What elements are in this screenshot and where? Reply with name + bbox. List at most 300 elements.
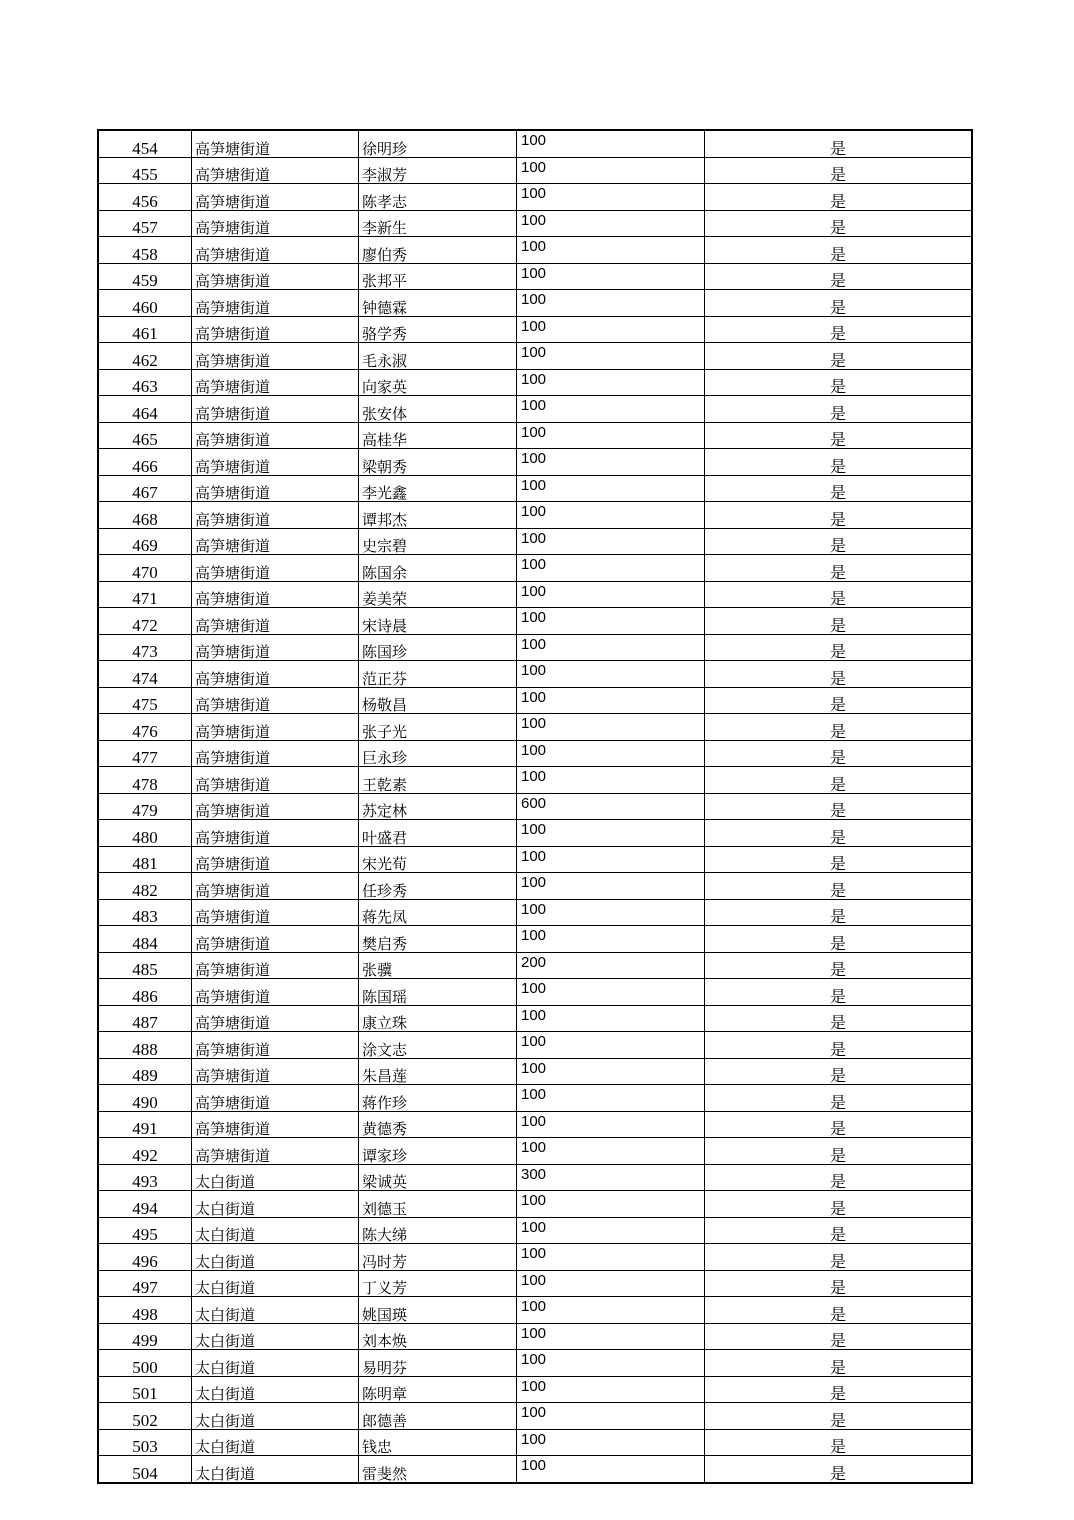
street-cell: 高笋塘街道 (192, 237, 359, 264)
name-cell: 易明芬 (359, 1350, 517, 1377)
status-cell: 是 (705, 1138, 973, 1165)
table-row (98, 1058, 972, 1085)
table-row (98, 184, 972, 211)
street-cell: 太白街道 (192, 1297, 359, 1324)
street-cell: 高笋塘街道 (192, 1032, 359, 1059)
status-cell: 是 (705, 528, 973, 555)
table-row (98, 1191, 972, 1218)
amount-cell: 100 (517, 1217, 705, 1244)
status-cell: 是 (705, 157, 973, 184)
street-cell: 高笋塘街道 (192, 475, 359, 502)
amount-cell: 100 (517, 608, 705, 635)
street-cell: 高笋塘街道 (192, 528, 359, 555)
index-cell: 475 (98, 687, 192, 714)
name-cell: 钱忠 (359, 1429, 517, 1456)
name-cell: 朱昌莲 (359, 1058, 517, 1085)
index-cell: 458 (98, 237, 192, 264)
status-cell: 是 (705, 873, 973, 900)
street-cell: 高笋塘街道 (192, 422, 359, 449)
status-cell: 是 (705, 793, 973, 820)
index-cell: 468 (98, 502, 192, 529)
amount-cell: 100 (517, 237, 705, 264)
name-cell: 郎德善 (359, 1403, 517, 1430)
amount-cell: 100 (517, 634, 705, 661)
index-cell: 481 (98, 846, 192, 873)
amount-cell: 100 (517, 1085, 705, 1112)
status-cell: 是 (705, 687, 973, 714)
status-cell: 是 (705, 1191, 973, 1218)
name-cell: 范正芬 (359, 661, 517, 688)
status-cell: 是 (705, 1217, 973, 1244)
status-cell: 是 (705, 899, 973, 926)
status-cell: 是 (705, 1323, 973, 1350)
status-cell: 是 (705, 449, 973, 476)
table-row (98, 555, 972, 582)
street-cell: 高笋塘街道 (192, 926, 359, 953)
table-row (98, 979, 972, 1006)
table-row (98, 687, 972, 714)
index-cell: 504 (98, 1456, 192, 1483)
street-cell: 太白街道 (192, 1244, 359, 1271)
table-row (98, 369, 972, 396)
name-cell: 涂文志 (359, 1032, 517, 1059)
name-cell: 陈国珍 (359, 634, 517, 661)
name-cell: 陈明章 (359, 1376, 517, 1403)
street-cell: 高笋塘街道 (192, 846, 359, 873)
index-cell: 485 (98, 952, 192, 979)
table-body (98, 130, 972, 1483)
table-row (98, 316, 972, 343)
index-cell: 483 (98, 899, 192, 926)
table-row (98, 1350, 972, 1377)
name-cell: 李新生 (359, 210, 517, 237)
table-row (98, 740, 972, 767)
table-row (98, 502, 972, 529)
street-cell: 高笋塘街道 (192, 396, 359, 423)
table-row (98, 1005, 972, 1032)
amount-cell: 100 (517, 369, 705, 396)
name-cell: 谭邦杰 (359, 502, 517, 529)
table-row (98, 1376, 972, 1403)
street-cell: 高笋塘街道 (192, 555, 359, 582)
amount-cell: 100 (517, 1323, 705, 1350)
name-cell: 黄德秀 (359, 1111, 517, 1138)
table-row (98, 820, 972, 847)
amount-cell: 200 (517, 952, 705, 979)
amount-cell: 100 (517, 926, 705, 953)
index-cell: 479 (98, 793, 192, 820)
status-cell: 是 (705, 1005, 973, 1032)
table-row (98, 1244, 972, 1271)
status-cell: 是 (705, 316, 973, 343)
table-row (98, 290, 972, 317)
amount-cell: 100 (517, 1032, 705, 1059)
street-cell: 太白街道 (192, 1191, 359, 1218)
amount-cell: 100 (517, 1350, 705, 1377)
index-cell: 487 (98, 1005, 192, 1032)
amount-cell: 100 (517, 422, 705, 449)
street-cell: 高笋塘街道 (192, 979, 359, 1006)
table-row (98, 263, 972, 290)
status-cell: 是 (705, 130, 973, 157)
index-cell: 459 (98, 263, 192, 290)
name-cell: 张安体 (359, 396, 517, 423)
name-cell: 刘本焕 (359, 1323, 517, 1350)
name-cell: 樊启秀 (359, 926, 517, 953)
amount-cell: 100 (517, 528, 705, 555)
street-cell: 太白街道 (192, 1429, 359, 1456)
index-cell: 480 (98, 820, 192, 847)
table-row (98, 1297, 972, 1324)
status-cell: 是 (705, 661, 973, 688)
street-cell: 高笋塘街道 (192, 130, 359, 157)
amount-cell: 100 (517, 475, 705, 502)
name-cell: 陈孝志 (359, 184, 517, 211)
index-cell: 461 (98, 316, 192, 343)
index-cell: 472 (98, 608, 192, 635)
amount-cell: 100 (517, 343, 705, 370)
street-cell: 高笋塘街道 (192, 502, 359, 529)
status-cell: 是 (705, 237, 973, 264)
status-cell: 是 (705, 555, 973, 582)
amount-cell: 100 (517, 1244, 705, 1271)
index-cell: 477 (98, 740, 192, 767)
table-row (98, 210, 972, 237)
status-cell: 是 (705, 740, 973, 767)
table-row (98, 846, 972, 873)
street-cell: 高笋塘街道 (192, 714, 359, 741)
name-cell: 谭家珍 (359, 1138, 517, 1165)
name-cell: 陈国瑶 (359, 979, 517, 1006)
name-cell: 张骥 (359, 952, 517, 979)
amount-cell: 100 (517, 1270, 705, 1297)
table-row (98, 899, 972, 926)
index-cell: 464 (98, 396, 192, 423)
table-row (98, 634, 972, 661)
status-cell: 是 (705, 634, 973, 661)
amount-cell: 100 (517, 130, 705, 157)
status-cell: 是 (705, 475, 973, 502)
status-cell: 是 (705, 1456, 973, 1483)
name-cell: 陈大绨 (359, 1217, 517, 1244)
index-cell: 494 (98, 1191, 192, 1218)
amount-cell: 100 (517, 396, 705, 423)
street-cell: 高笋塘街道 (192, 687, 359, 714)
index-cell: 471 (98, 581, 192, 608)
name-cell: 高桂华 (359, 422, 517, 449)
status-cell: 是 (705, 767, 973, 794)
status-cell: 是 (705, 1376, 973, 1403)
index-cell: 489 (98, 1058, 192, 1085)
status-cell: 是 (705, 210, 973, 237)
status-cell: 是 (705, 1058, 973, 1085)
table-row (98, 528, 972, 555)
name-cell: 宋光荀 (359, 846, 517, 873)
amount-cell: 100 (517, 1376, 705, 1403)
index-cell: 482 (98, 873, 192, 900)
name-cell: 李淑芳 (359, 157, 517, 184)
index-cell: 470 (98, 555, 192, 582)
table-row (98, 1456, 972, 1483)
street-cell: 太白街道 (192, 1350, 359, 1377)
status-cell: 是 (705, 502, 973, 529)
amount-cell: 100 (517, 210, 705, 237)
street-cell: 高笋塘街道 (192, 290, 359, 317)
street-cell: 高笋塘街道 (192, 1085, 359, 1112)
amount-cell: 100 (517, 820, 705, 847)
table-row (98, 873, 972, 900)
status-cell: 是 (705, 1164, 973, 1191)
status-cell: 是 (705, 979, 973, 1006)
name-cell: 宋诗晨 (359, 608, 517, 635)
table-row (98, 1323, 972, 1350)
name-cell: 张子光 (359, 714, 517, 741)
index-cell: 500 (98, 1350, 192, 1377)
name-cell: 姜美荣 (359, 581, 517, 608)
index-cell: 498 (98, 1297, 192, 1324)
status-cell: 是 (705, 952, 973, 979)
index-cell: 486 (98, 979, 192, 1006)
amount-cell: 100 (517, 714, 705, 741)
name-cell: 梁诚英 (359, 1164, 517, 1191)
street-cell: 高笋塘街道 (192, 449, 359, 476)
amount-cell: 100 (517, 661, 705, 688)
index-cell: 492 (98, 1138, 192, 1165)
status-cell: 是 (705, 184, 973, 211)
street-cell: 高笋塘街道 (192, 661, 359, 688)
index-cell: 476 (98, 714, 192, 741)
street-cell: 高笋塘街道 (192, 263, 359, 290)
street-cell: 高笋塘街道 (192, 157, 359, 184)
index-cell: 478 (98, 767, 192, 794)
index-cell: 460 (98, 290, 192, 317)
name-cell: 姚国瑛 (359, 1297, 517, 1324)
name-cell: 李光鑫 (359, 475, 517, 502)
table-row (98, 1270, 972, 1297)
status-cell: 是 (705, 1111, 973, 1138)
name-cell: 冯时芳 (359, 1244, 517, 1271)
amount-cell: 100 (517, 687, 705, 714)
status-cell: 是 (705, 1429, 973, 1456)
table-row (98, 475, 972, 502)
status-cell: 是 (705, 1297, 973, 1324)
table-row (98, 608, 972, 635)
amount-cell: 100 (517, 873, 705, 900)
status-cell: 是 (705, 1350, 973, 1377)
amount-cell: 100 (517, 555, 705, 582)
street-cell: 高笋塘街道 (192, 1058, 359, 1085)
index-cell: 495 (98, 1217, 192, 1244)
status-cell: 是 (705, 1270, 973, 1297)
amount-cell: 300 (517, 1164, 705, 1191)
amount-cell: 100 (517, 184, 705, 211)
street-cell: 太白街道 (192, 1164, 359, 1191)
table-row (98, 793, 972, 820)
amount-cell: 600 (517, 793, 705, 820)
index-cell: 469 (98, 528, 192, 555)
index-cell: 455 (98, 157, 192, 184)
status-cell: 是 (705, 581, 973, 608)
table-row (98, 1138, 972, 1165)
index-cell: 465 (98, 422, 192, 449)
name-cell: 钟德霖 (359, 290, 517, 317)
amount-cell: 100 (517, 290, 705, 317)
name-cell: 雷斐然 (359, 1456, 517, 1483)
table-row (98, 1111, 972, 1138)
amount-cell: 100 (517, 449, 705, 476)
index-cell: 463 (98, 369, 192, 396)
index-cell: 457 (98, 210, 192, 237)
table-row (98, 1429, 972, 1456)
amount-cell: 100 (517, 1005, 705, 1032)
index-cell: 497 (98, 1270, 192, 1297)
index-cell: 466 (98, 449, 192, 476)
name-cell: 苏定林 (359, 793, 517, 820)
table-row (98, 1217, 972, 1244)
index-cell: 501 (98, 1376, 192, 1403)
table-row (98, 767, 972, 794)
index-cell: 490 (98, 1085, 192, 1112)
street-cell: 太白街道 (192, 1323, 359, 1350)
name-cell: 梁朝秀 (359, 449, 517, 476)
table-row (98, 237, 972, 264)
status-cell: 是 (705, 369, 973, 396)
name-cell: 廖伯秀 (359, 237, 517, 264)
name-cell: 刘德玉 (359, 1191, 517, 1218)
street-cell: 高笋塘街道 (192, 793, 359, 820)
name-cell: 巨永珍 (359, 740, 517, 767)
street-cell: 太白街道 (192, 1403, 359, 1430)
street-cell: 高笋塘街道 (192, 820, 359, 847)
street-cell: 高笋塘街道 (192, 581, 359, 608)
name-cell: 骆学秀 (359, 316, 517, 343)
street-cell: 高笋塘街道 (192, 343, 359, 370)
status-cell: 是 (705, 263, 973, 290)
name-cell: 毛永淑 (359, 343, 517, 370)
index-cell: 503 (98, 1429, 192, 1456)
amount-cell: 100 (517, 899, 705, 926)
table-row (98, 1032, 972, 1059)
status-cell: 是 (705, 714, 973, 741)
name-cell: 王乾素 (359, 767, 517, 794)
table-row (98, 396, 972, 423)
index-cell: 488 (98, 1032, 192, 1059)
index-cell: 491 (98, 1111, 192, 1138)
table-row (98, 343, 972, 370)
name-cell: 徐明珍 (359, 130, 517, 157)
name-cell: 康立珠 (359, 1005, 517, 1032)
status-cell: 是 (705, 608, 973, 635)
name-cell: 叶盛君 (359, 820, 517, 847)
name-cell: 陈国余 (359, 555, 517, 582)
index-cell: 484 (98, 926, 192, 953)
index-cell: 493 (98, 1164, 192, 1191)
street-cell: 高笋塘街道 (192, 1138, 359, 1165)
name-cell: 丁义芳 (359, 1270, 517, 1297)
status-cell: 是 (705, 926, 973, 953)
amount-cell: 100 (517, 1297, 705, 1324)
status-cell: 是 (705, 846, 973, 873)
index-cell: 502 (98, 1403, 192, 1430)
name-cell: 向家英 (359, 369, 517, 396)
amount-cell: 100 (517, 767, 705, 794)
status-cell: 是 (705, 820, 973, 847)
amount-cell: 100 (517, 316, 705, 343)
amount-cell: 100 (517, 581, 705, 608)
amount-cell: 100 (517, 263, 705, 290)
index-cell: 496 (98, 1244, 192, 1271)
street-cell: 高笋塘街道 (192, 608, 359, 635)
street-cell: 高笋塘街道 (192, 1111, 359, 1138)
amount-cell: 100 (517, 1058, 705, 1085)
index-cell: 473 (98, 634, 192, 661)
amount-cell: 100 (517, 740, 705, 767)
amount-cell: 100 (517, 1191, 705, 1218)
index-cell: 499 (98, 1323, 192, 1350)
status-cell: 是 (705, 422, 973, 449)
amount-cell: 100 (517, 502, 705, 529)
street-cell: 高笋塘街道 (192, 210, 359, 237)
status-cell: 是 (705, 343, 973, 370)
name-cell: 蒋作珍 (359, 1085, 517, 1112)
name-cell: 蒋先凤 (359, 899, 517, 926)
table-row (98, 1085, 972, 1112)
index-cell: 454 (98, 130, 192, 157)
street-cell: 高笋塘街道 (192, 316, 359, 343)
amount-cell: 100 (517, 1429, 705, 1456)
table-row (98, 449, 972, 476)
table-row (98, 130, 972, 157)
street-cell: 高笋塘街道 (192, 899, 359, 926)
amount-cell: 100 (517, 157, 705, 184)
table-row (98, 661, 972, 688)
status-cell: 是 (705, 396, 973, 423)
index-cell: 474 (98, 661, 192, 688)
street-cell: 高笋塘街道 (192, 369, 359, 396)
data-table (97, 129, 973, 1484)
table-row (98, 1403, 972, 1430)
name-cell: 张邦平 (359, 263, 517, 290)
table-row (98, 157, 972, 184)
table-row (98, 926, 972, 953)
name-cell: 任珍秀 (359, 873, 517, 900)
table-row (98, 1164, 972, 1191)
index-cell: 462 (98, 343, 192, 370)
amount-cell: 100 (517, 1456, 705, 1483)
amount-cell: 100 (517, 1111, 705, 1138)
street-cell: 高笋塘街道 (192, 873, 359, 900)
amount-cell: 100 (517, 979, 705, 1006)
status-cell: 是 (705, 1244, 973, 1271)
name-cell: 杨敬昌 (359, 687, 517, 714)
amount-cell: 100 (517, 846, 705, 873)
street-cell: 高笋塘街道 (192, 952, 359, 979)
street-cell: 太白街道 (192, 1217, 359, 1244)
table-row (98, 422, 972, 449)
status-cell: 是 (705, 1032, 973, 1059)
amount-cell: 100 (517, 1138, 705, 1165)
street-cell: 高笋塘街道 (192, 184, 359, 211)
table-row (98, 714, 972, 741)
street-cell: 太白街道 (192, 1456, 359, 1483)
street-cell: 高笋塘街道 (192, 740, 359, 767)
street-cell: 高笋塘街道 (192, 634, 359, 661)
status-cell: 是 (705, 1403, 973, 1430)
table-row (98, 952, 972, 979)
street-cell: 太白街道 (192, 1270, 359, 1297)
index-cell: 456 (98, 184, 192, 211)
name-cell: 史宗碧 (359, 528, 517, 555)
